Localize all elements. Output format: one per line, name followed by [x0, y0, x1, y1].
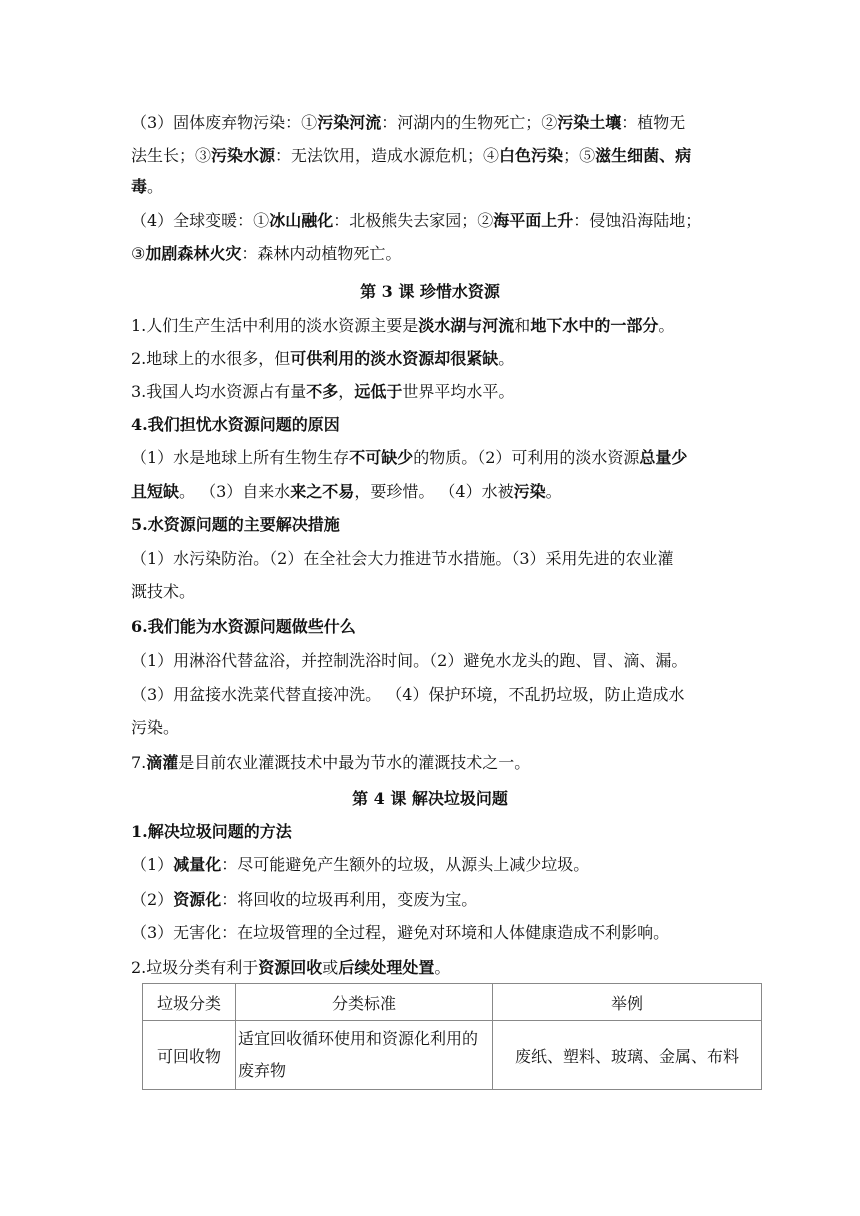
key-phrase: 4.我们担忧水资源问题的原因 [131, 415, 340, 434]
text-segment: 2.垃圾分类有利于 [131, 958, 259, 977]
text-line [131, 415, 340, 435]
text-segment: 和 [514, 316, 531, 335]
text-segment: ：无法饮用，造成水源危机；④ [275, 146, 500, 165]
text-line [131, 923, 669, 943]
lesson-heading: 第 3 课 珍惜水资源 [360, 282, 500, 301]
text-segment: ；⑤ [563, 146, 596, 165]
key-phrase: 加剧森林火灾 [145, 244, 242, 263]
table-header-cell: 分类标准 [236, 984, 493, 1021]
text-segment: （1） [131, 855, 174, 874]
table-cell: 适宜回收循环使用和资源化利用的废弃物 [236, 1021, 493, 1090]
text-segment: 1.人们生产生活中利用的淡水资源主要是 [131, 316, 419, 335]
text-segment: 的物质。（2）可利用的淡水资源 [413, 448, 640, 467]
text-segment: 。 [545, 482, 562, 501]
text-line [131, 890, 477, 910]
text-segment: 7. [131, 753, 147, 772]
text-segment: ：植物无 [621, 113, 686, 132]
text-line [131, 651, 687, 671]
key-phrase: 海平面上升 [493, 211, 574, 230]
table-header-cell: 举例 [493, 984, 762, 1021]
lesson-heading: 第 4 课 解决垃圾问题 [352, 789, 508, 808]
key-phrase: 白色污染 [499, 146, 564, 165]
key-phrase: 不多 [306, 382, 339, 401]
text-segment: ，要珍惜。 （4）水被 [354, 482, 514, 501]
text-line [131, 582, 195, 602]
text-segment: ：侵蚀沿海陆地； [573, 211, 702, 230]
text-segment: （1）水是地球上所有生物生存 [131, 448, 350, 467]
key-phrase: 远低于 [354, 382, 403, 401]
key-phrase: 滋生细菌、病 [595, 146, 692, 165]
key-phrase: 来之不易 [290, 482, 355, 501]
key-phrase: 5.水资源问题的主要解决措施 [131, 515, 340, 534]
text-line [131, 113, 685, 133]
text-segment: ， [338, 382, 355, 401]
key-phrase: 滴灌 [146, 753, 179, 772]
text-line [131, 244, 401, 264]
text-line [131, 177, 163, 197]
text-segment: ：尽可能避免产生额外的垃圾，从源头上减少垃圾。 [221, 855, 590, 874]
key-phrase: 资源化 [173, 890, 222, 909]
key-phrase: 可供利用的淡水资源却很紧缺 [290, 349, 499, 368]
text-segment: ：北极熊失去家园；② [333, 211, 494, 230]
text-segment: 3.我国人均水资源占有量 [131, 382, 307, 401]
key-phrase: 地下水中的一部分 [530, 316, 659, 335]
key-phrase: 毒 [131, 177, 148, 196]
text-line [131, 685, 684, 705]
key-phrase: 污染水源 [211, 146, 276, 165]
key-phrase: 污染 [513, 482, 546, 501]
key-phrase: 1.解决垃圾问题的方法 [131, 822, 292, 841]
text-line [131, 211, 701, 231]
text-line [131, 822, 292, 842]
text-line [131, 382, 514, 402]
text-line [131, 958, 450, 978]
text-segment: （3）固体废弃物污染：① [131, 113, 318, 132]
waste-classification-table [142, 983, 762, 1090]
text-line [131, 855, 589, 875]
table-row [143, 1021, 762, 1090]
text-line [131, 482, 562, 502]
key-phrase: 后续处理处置 [338, 958, 435, 977]
text-line [131, 146, 691, 166]
text-segment: （3）用盆接水洗菜代替直接冲洗。 （4）保护环境，不乱扔垃圾，防止造成水 [131, 685, 685, 704]
text-segment: （4）全球变暖：① [131, 211, 270, 230]
text-line [131, 515, 340, 535]
text-line [131, 753, 530, 773]
key-phrase: 污染土壤 [557, 113, 622, 132]
text-segment: 世界平均水平。 [402, 382, 515, 401]
text-segment: 是目前农业灌溉技术中最为节水的灌溉技术之一。 [178, 753, 531, 772]
key-phrase: 资源回收 [258, 958, 323, 977]
key-phrase: 污染河流 [317, 113, 382, 132]
text-segment: 或 [322, 958, 339, 977]
text-segment: ：将回收的垃圾再利用，变废为宝。 [221, 890, 478, 909]
text-segment: ：森林内动植物死亡。 [241, 244, 402, 263]
text-segment: ③ [131, 244, 146, 263]
key-phrase: 总量少 [639, 448, 688, 467]
text-segment: 。 [147, 177, 164, 196]
text-segment: （3）无害化：在垃圾管理的全过程，避免对环境和人体健康造成不利影响。 [131, 923, 670, 942]
text-segment: （1）水污染防治。（2）在全社会大力推进节水措施。（3）采用先进的农业灌 [131, 549, 674, 568]
text-line [131, 448, 687, 468]
text-segment: 。 [434, 958, 451, 977]
text-line [131, 549, 674, 569]
text-line [131, 617, 356, 637]
table-header-cell: 垃圾分类 [143, 984, 236, 1021]
text-segment: （1）用淋浴代替盆浴，并控制洗浴时间。（2）避免水龙头的跑、冒、滴、漏。 [131, 651, 688, 670]
key-phrase: 且短缺 [131, 482, 180, 501]
text-segment: 2.地球上的水很多，但 [131, 349, 291, 368]
text-line [131, 349, 514, 369]
text-segment: 污染。 [131, 718, 180, 737]
key-phrase: 不可缺少 [349, 448, 414, 467]
key-phrase: 冰山融化 [269, 211, 334, 230]
table-cell: 可回收物 [143, 1021, 236, 1090]
table-cell: 废纸、塑料、玻璃、金属、布料 [493, 1021, 762, 1090]
text-segment: 。 [658, 316, 675, 335]
key-phrase: 淡水湖与河流 [418, 316, 515, 335]
text-segment: （2） [131, 890, 174, 909]
text-segment: 溉技术。 [131, 582, 196, 601]
text-segment: 。 [498, 349, 515, 368]
text-line [131, 316, 674, 336]
table-header-row [143, 984, 762, 1021]
key-phrase: 减量化 [173, 855, 222, 874]
text-segment: 法生长；③ [131, 146, 212, 165]
text-segment: ：河湖内的生物死亡；② [381, 113, 558, 132]
text-segment: 。 （3）自来水 [179, 482, 291, 501]
key-phrase: 6.我们能为水资源问题做些什么 [131, 617, 356, 636]
text-line [131, 718, 179, 738]
